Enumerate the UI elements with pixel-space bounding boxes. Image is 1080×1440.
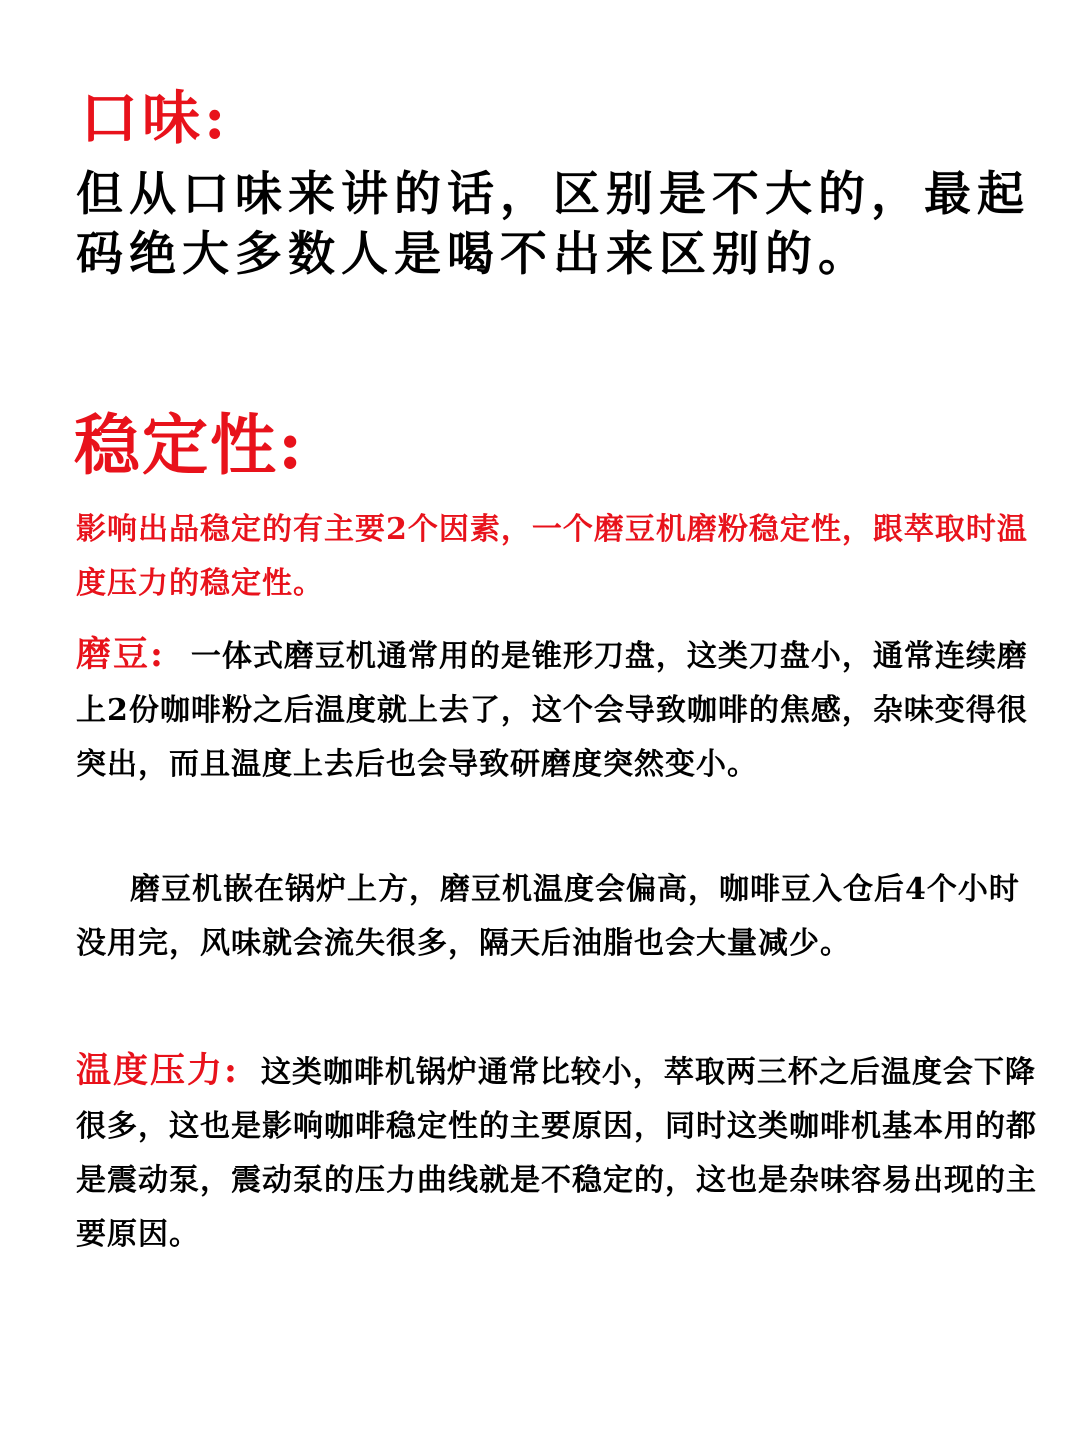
taste-heading: 口味:	[80, 84, 230, 152]
temperature-pressure-text: 这类咖啡机锅炉通常比较小，萃取两三杯之后温度会下降很多，这也是影响咖啡稳定性的主要原因，同时这类咖啡机基本用的都是震动泵，震动泵的压力曲线就是不稳定的，这也是杂味容易出现的主要原因。	[76, 1055, 1037, 1252]
stability-heading: 稳定性:	[74, 406, 305, 484]
grinder-placement-paragraph: 磨豆机嵌在锅炉上方，磨豆机温度会偏高，咖啡豆入仓后4个小时没用完，风味就会流失很多，隔天后油脂也会大量减少。	[76, 872, 1020, 961]
taste-paragraph: 但从口味来讲的话，区别是不大的，最起码绝大多数人是喝不出来区别的。	[76, 167, 1030, 282]
temperature-pressure-label: 温度压力:	[76, 1050, 239, 1091]
grinding-text: 一体式磨豆机通常用的是锥形刀盘，这类刀盘小，通常连续磨上2份咖啡粉之后温度就上去了，这个会导致咖啡的焦感，杂味变得很突出，而且温度上去后也会导致研磨度突然变小。	[76, 639, 1028, 782]
grinding-paragraph	[76, 628, 1048, 792]
stability-intro-paragraph: 影响出品稳定的有主要2个因素，一个磨豆机磨粉稳定性，跟萃取时温度压力的稳定性。	[76, 512, 1028, 601]
temperature-pressure-paragraph	[76, 1044, 1048, 1262]
grinding-label: 磨豆:	[76, 634, 165, 675]
